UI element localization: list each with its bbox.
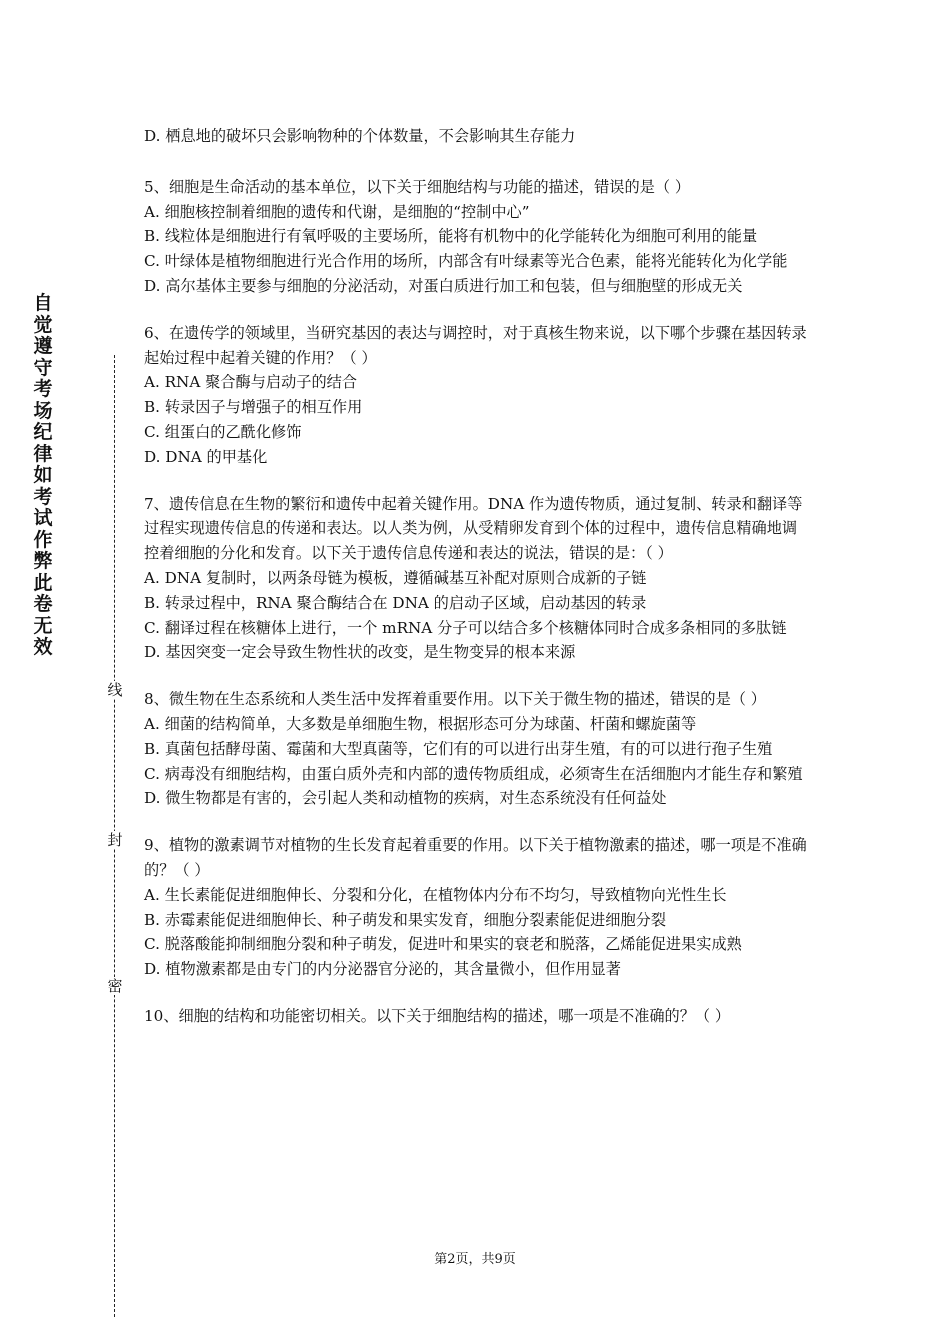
- option-a: A. 细菌的结构简单，大多数是单细胞生物，根据形态可分为球菌、杆菌和螺旋菌等: [144, 714, 697, 733]
- question-stem: 6、在遗传学的领域里，当研究基因的表达与调控时，对于真核生物来说，以下哪个步骤在基因转录起始过程中起着关键的作用？（ ）: [144, 323, 807, 367]
- option-c: C. 翻译过程在核糖体上进行，一个 mRNA 分子可以结合多个核糖体同时合成多条相同的多肽链: [144, 618, 787, 637]
- option-d: D. 植物激素都是由专门的内分泌器官分泌的，其含量微小，但作用显著: [144, 960, 621, 979]
- question-list: [144, 124, 810, 1051]
- option-c: C. 组蛋白的乙酰化修饰: [144, 422, 302, 441]
- question-stem: 8、微生物在生态系统和人类生活中发挥着重要作用。以下关于微生物的描述，错误的是（ ）: [144, 690, 766, 709]
- binding-mark-seal: 封: [105, 831, 125, 849]
- binding-mark-line: 线: [105, 681, 125, 699]
- question-4-tail: [144, 124, 810, 149]
- question-7: [144, 492, 810, 666]
- option-b: B. 真菌包括酵母菌、霉菌和大型真菌等，它们有的可以进行出芽生殖，有的可以进行孢子生殖: [144, 739, 773, 758]
- question-stem: 9、植物的激素调节对植物的生长发育起着重要的作用。以下关于植物激素的描述，哪一项是不准确的？（ ）: [144, 836, 807, 879]
- question-9: [144, 833, 810, 982]
- option-d: D. 微生物都是有害的，会引起人类和动植物的疾病，对生态系统没有任何益处: [144, 789, 667, 808]
- question-stem: 5、细胞是生命活动的基本单位，以下关于细胞结构与功能的描述，错误的是（ ）: [144, 177, 691, 196]
- option-d: D. 高尔基体主要参与细胞的分泌活动，对蛋白质进行加工和包装，但与细胞壁的形成无关: [144, 276, 743, 295]
- option-c: C. 病毒没有细胞结构，由蛋白质外壳和内部的遗传物质组成，必须寄生在活细胞内才能生存和繁殖: [144, 764, 803, 783]
- question-stem: 10、细胞的结构和功能密切相关。以下关于细胞结构的描述，哪一项是不准确的？（ ）: [144, 1006, 731, 1025]
- question-5: [144, 175, 810, 299]
- option-c: C. 叶绿体是植物细胞进行光合作用的场所，内部含有叶绿素等光合色素，能将光能转化为化学能: [144, 252, 788, 271]
- binding-mark-dense: 密: [105, 977, 125, 995]
- question-6: [144, 321, 810, 470]
- option-d: D. 栖息地的破坏只会影响物种的个体数量，不会影响其生存能力: [144, 127, 576, 145]
- option-b: B. 赤霉素能促进细胞伸长、种子萌发和果实发育，细胞分裂素能促进细胞分裂: [144, 910, 667, 929]
- question-stem: 7、遗传信息在生物的繁衍和遗传中起着关键作用。DNA 作为遗传物质，通过复制、转录和翻译等过程实现遗传信息的传递和表达。以人类为例，从受精卵发育到个体的过程中，遗传信息精确地调控着细胞的分化和发育。以下关于遗传信息传递和表达的说法，错误的是：（ ）: [144, 494, 803, 563]
- exam-discipline-notice: 自觉遵守考场纪律如考试作弊此卷无效: [33, 292, 53, 658]
- option-b: B. 转录过程中，RNA 聚合酶结合在 DNA 的启动子区域，启动基因的转录: [144, 593, 647, 612]
- option-a: A. DNA 复制时，以两条母链为模板，遵循碱基互补配对原则合成新的子链: [144, 568, 647, 587]
- question-10: [144, 1004, 810, 1029]
- option-a: A. 生长素能促进细胞伸长、分裂和分化，在植物体内分布不均匀，导致植物向光性生长: [144, 885, 727, 904]
- option-b: B. 转录因子与增强子的相互作用: [144, 398, 363, 417]
- option-d: D. DNA 的甲基化: [144, 447, 268, 466]
- option-a: A. RNA 聚合酶与启动子的结合: [144, 373, 358, 392]
- page-footer: 第2页，共9页: [434, 1252, 516, 1267]
- option-d: D. 基因突变一定会导致生物性状的改变，是生物变异的根本来源: [144, 643, 576, 662]
- option-a: A. 细胞核控制着细胞的遗传和代谢，是细胞的“控制中心”: [144, 202, 530, 221]
- question-8: [144, 687, 810, 811]
- option-b: B. 线粒体是细胞进行有氧呼吸的主要场所，能将有机物中的化学能转化为细胞可利用的能量: [144, 227, 758, 246]
- option-c: C. 脱落酸能抑制细胞分裂和种子萌发，促进叶和果实的衰老和脱落，乙烯能促进果实成熟: [144, 935, 742, 954]
